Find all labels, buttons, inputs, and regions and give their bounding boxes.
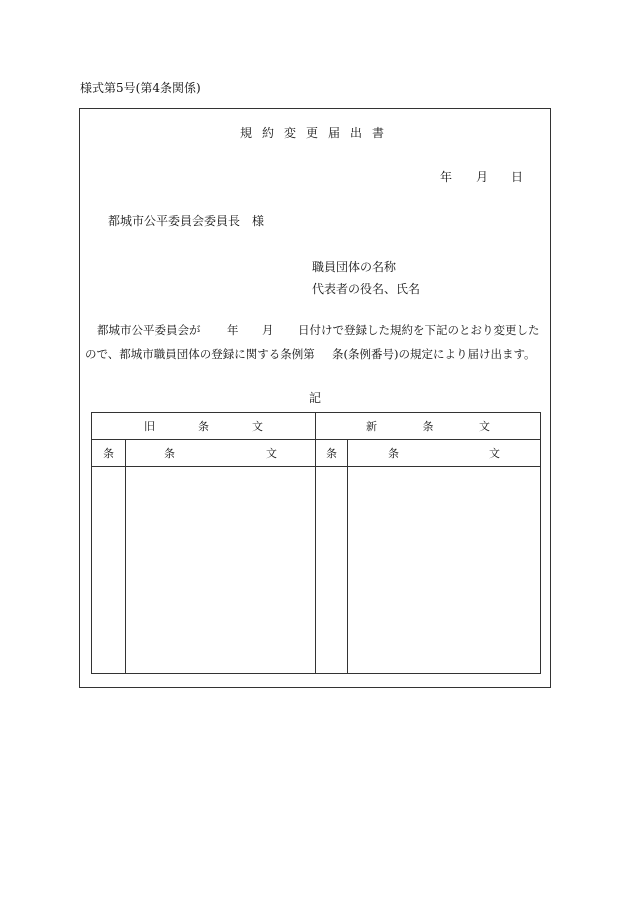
new-header-char: 文 bbox=[479, 420, 490, 433]
body-line1-prefix: 都城市公平委員会が bbox=[97, 323, 201, 337]
articles-table bbox=[91, 412, 541, 674]
old-header-char: 旧 bbox=[144, 420, 155, 433]
old-header-char: 条 bbox=[198, 420, 209, 433]
new-article-text-cell[interactable] bbox=[348, 467, 541, 674]
new-article-text-header bbox=[348, 440, 541, 467]
addressee: 都城市公平委員会委員長 様 bbox=[108, 214, 265, 228]
new-header-char: 新 bbox=[366, 420, 377, 433]
old-article-text-cell[interactable] bbox=[126, 467, 316, 674]
body-line1-month: 月 bbox=[262, 323, 274, 337]
form-number-label: 様式第5号(第4条関係) bbox=[80, 81, 201, 95]
org-name-label: 職員団体の名称 bbox=[312, 260, 397, 274]
date-year-label: 年 bbox=[440, 170, 453, 184]
date-day-label: 日 bbox=[511, 170, 524, 184]
subheader-char: 文 bbox=[266, 447, 277, 460]
subheader-char: 条 bbox=[164, 447, 175, 460]
representative-label: 代表者の役名、氏名 bbox=[312, 282, 421, 296]
table-header-row bbox=[92, 413, 541, 440]
old-article-number-cell[interactable] bbox=[92, 467, 126, 674]
new-article-number-cell[interactable] bbox=[316, 467, 348, 674]
subheader-char: 条 bbox=[388, 447, 399, 460]
table-body-row bbox=[92, 467, 541, 674]
old-text-header bbox=[92, 413, 316, 440]
body-line2-a: ので、都城市職員団体の登録に関する条例第 bbox=[85, 347, 315, 361]
date-month-label: 月 bbox=[476, 170, 489, 184]
body-line1-suffix: 日付けで登録した規約を下記のとおり変更した bbox=[298, 323, 540, 337]
new-article-number-header: 条 bbox=[316, 440, 348, 467]
note-heading: 記 bbox=[309, 391, 322, 405]
table-subheader-row bbox=[92, 440, 541, 467]
subheader-char: 文 bbox=[489, 447, 500, 460]
old-article-number-header: 条 bbox=[92, 440, 126, 467]
new-text-header bbox=[316, 413, 541, 440]
new-header-char: 条 bbox=[422, 420, 434, 433]
body-line1-year: 年 bbox=[227, 323, 239, 337]
body-line2-b: 条(条例番号)の規定により届け出ます。 bbox=[332, 347, 536, 361]
old-header-char: 文 bbox=[252, 420, 263, 433]
old-article-text-header bbox=[126, 440, 316, 467]
document-title: 規約変更届出書 bbox=[240, 126, 395, 140]
